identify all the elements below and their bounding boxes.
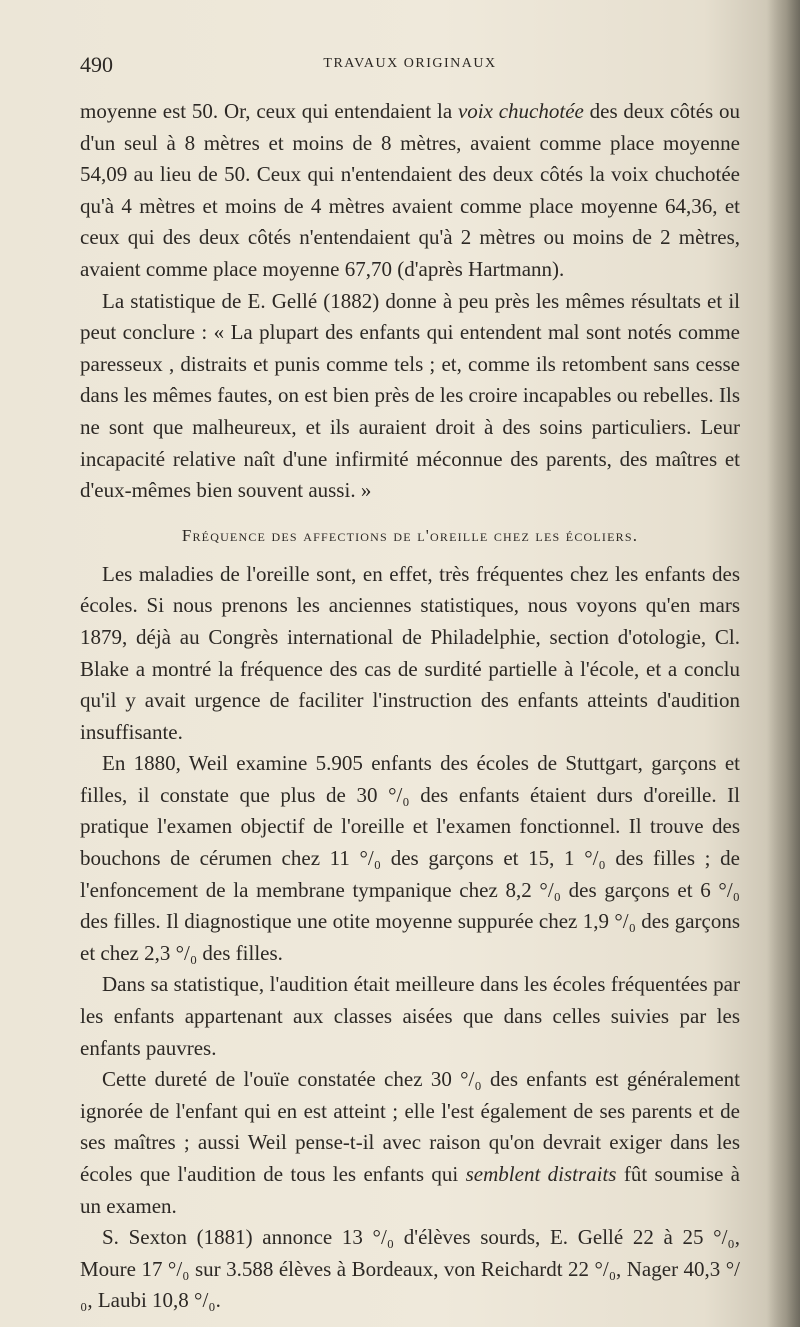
paragraph-4: En 1880, Weil examine 5.905 enfants des écoles de Stuttgart, garçons et filles, il constate que plus de 30 °/₀ des enfants étaient durs d'oreille. Il pratique l'examen objectif de l'oreille et l'examen fonctionnel. Il trouve des bouchons de cérumen chez 11 °/₀ des garçons et 15, 1 °/₀ des filles ; de l'enfoncement de la membrane tympanique chez 8,2 °/₀ des garçons et 6 °/₀ des filles. Il diagnostique une otite moyenne suppurée chez 1,9 °/₀ des garçons et chez 2,3 °/₀ des filles.: [80, 751, 740, 965]
paragraph-6-text-b: fût soumise à un examen.: [80, 1162, 740, 1218]
body-text: [80, 96, 740, 1317]
section-heading: Fréquence des affections de l'oreille chez les écoliers.: [181, 525, 639, 545]
paragraph-6: [80, 1064, 740, 1222]
page-header: [80, 52, 740, 78]
paragraph-1: [80, 96, 740, 286]
page-edge-shadow: [766, 0, 800, 1327]
paragraph-6-text-a: Cette dureté de l'ouïe constatée chez 30 °/₀ des enfants est généralement ignorée de l'enfant qui en est atteint ; elle l'est également de ses parents et de ses maîtres ; aussi Weil pense-t-il avec raison qu'on devrait exiger dans les écoles que l'audition de tous les enfants qui: [80, 1067, 740, 1186]
paragraph-2: La statistique de E. Gellé (1882) donne à peu près les mêmes résultats et il peut conclure : « La plupart des enfants qui entendent mal sont notés comme paresseux , distraits et punis comme tels ; et, comme ils retombent sans cesse dans les mêmes fautes, on est bien près de les croire incapables ou rebelles. Ils ne sont que malheureux, et ils auraient droit à des soins particuliers. Leur incapacité relative naît d'une infirmité méconnue des parents, des maîtres et d'eux-mêmes bien souvent aussi. »: [80, 288, 740, 503]
paragraph-1-text-a: moyenne est 50. Or, ceux qui entendaient la: [80, 99, 458, 123]
paragraph-6-italic: semblent distraits: [465, 1162, 617, 1186]
page-number: 490: [80, 52, 113, 77]
paragraph-1-text-b: des deux côtés ou d'un seul à 8 mètres et moins de 8 mètres, avaient comme place moyenne 54,09 au lieu de 50. Ceux qui n'entendaient des deux côtés la voix chuchotée qu'à 4 mètres et moins de 4 mètres avaient comme place moyenne 64,36, et ceux qui des deux côtés n'entendaient qu'à 2 mètres ou moins de 2 mètres, avaient comme place moyenne 67,70 (d'après Hartmann).: [80, 99, 741, 281]
paragraph-1-italic: voix chuchotée: [457, 99, 584, 123]
running-head: TRAVAUX ORIGINAUX: [323, 56, 497, 71]
paragraph-3: Les maladies de l'oreille sont, en effet, très fréquentes chez les enfants des écoles. Si nous prenons les anciennes statistiques, nous voyons qu'en mars 1879, déjà au Congrès international de Philadelphie, section d'otologie, Cl. Blake a montré la fréquence des cas de surdité partielle à l'école, et a conclu qu'il y avait urgence de faciliter l'instruction des enfants atteints d'audition insuffisante.: [80, 561, 740, 744]
paragraph-7: S. Sexton (1881) annonce 13 °/₀ d'élèves sourds, E. Gellé 22 à 25 °/₀, Moure 17 °/₀ sur 3.588 élèves à Bordeaux, von Reichardt 22 °/₀, Nager 40,3 °/₀, Laubi 10,8 °/₀.: [80, 1225, 740, 1313]
paragraph-5: Dans sa statistique, l'audition était meilleure dans les écoles fréquentées par les enfants appartenant aux classes aisées que dans celles suivies par les enfants pauvres.: [80, 972, 740, 1060]
